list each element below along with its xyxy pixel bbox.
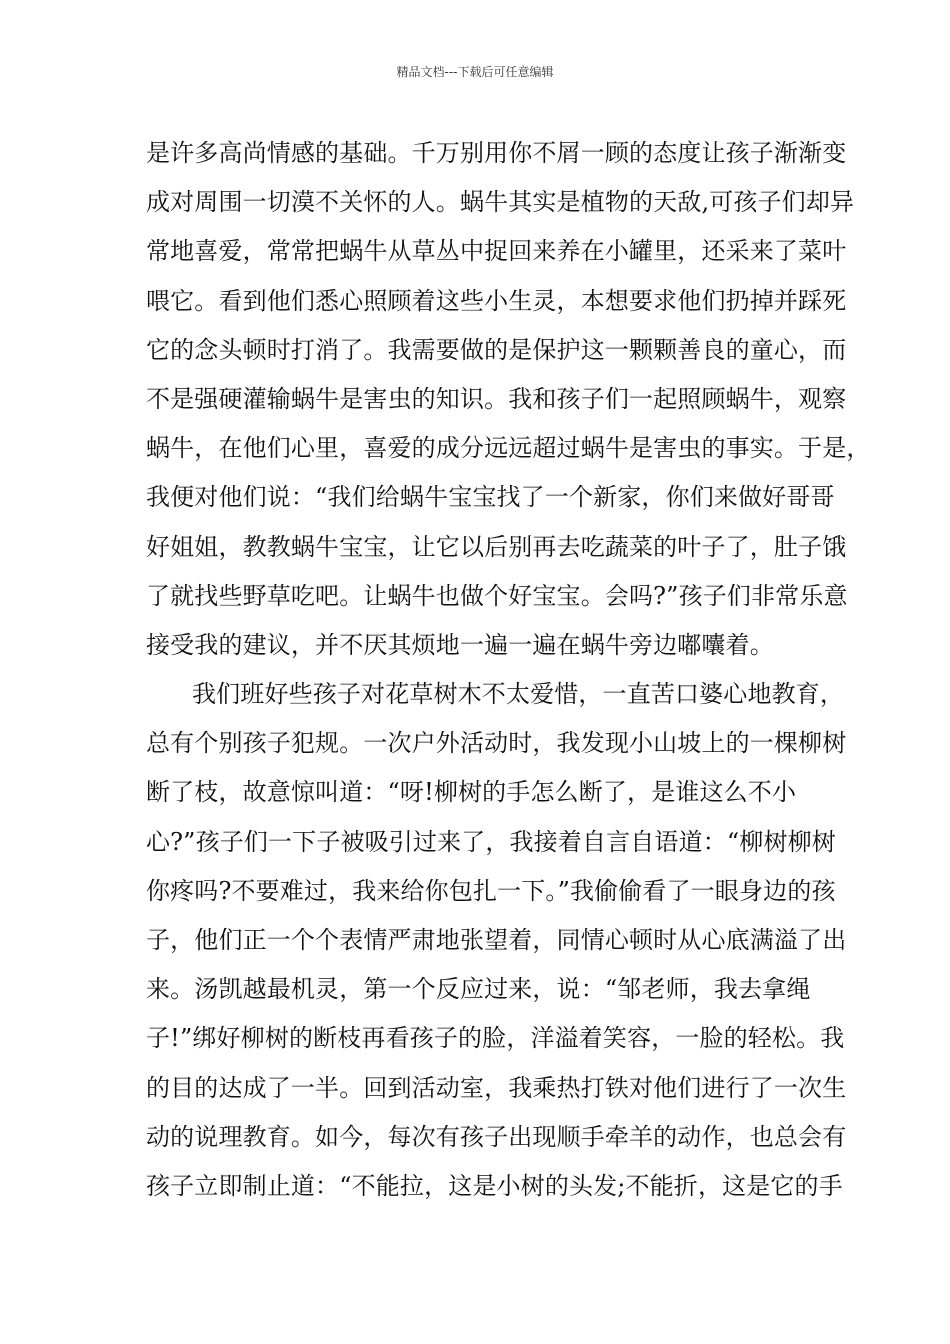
text-line: 是许多高尚情感的基础。千万别用你不屑一顾的态度让孩子渐渐变 [146,139,847,167]
body-text [146,133,871,1215]
text-line: 你疼吗?不要难过，我来给你包扎一下。”我偷偷看了一眼身边的孩 [146,876,836,905]
text-line: 喂它。看到他们悉心照顾着这些小生灵，本想要求他们扔掉并踩死 [146,286,847,315]
text-line: 动的说理教育。如今，每次有孩子出现顺手牵羊的动作，也总会有 [146,1122,847,1151]
text-line: 常地喜爱，常常把蜗牛从草丛中捉回来养在小罐里，还采来了菜叶 [146,237,847,266]
text-line: 心?”孩子们一下子被吸引过来了，我接着自言自语道：“柳树柳树 [146,827,836,856]
text-line: 子，他们正一个个表情严肃地张望着，同情心顿时从心底满溢了出 [146,926,847,954]
text-line: 好姐姐，教教蜗牛宝宝，让它以后别再去吃蔬菜的叶子了，肚子饿 [146,532,847,561]
text-line: 来。汤凯越最机灵，第一个反应过来，说：“邹老师，我去拿绳 [146,975,811,1004]
paragraph-first-line: 我们班好些孩子对花草树木不太爱惜，一直苦口婆心地教育， [192,680,845,709]
text-line: 孩子立即制止道：“不能拉，这是小树的头发;不能折，这是它的手 [146,1171,843,1200]
text-line: 了就找些野草吃吧。让蜗牛也做个好宝宝。会吗?”孩子们非常乐意 [146,581,848,610]
text-line: 不是强硬灌输蜗牛是害虫的知识。我和孩子们一起照顾蜗牛，观察 [146,384,847,413]
text-line: 接受我的建议，并不厌其烦地一遍一遍在蜗牛旁边嘟囔着。 [146,630,774,659]
text-line: 它的念头顿时打消了。我需要做的是保护这一颗颗善良的童心，而 [146,335,847,364]
page-header: 精品文档---下载后可任意编辑 [396,65,554,79]
text-line: 的目的达成了一半。回到活动室，我乘热打铁对他们进行了一次生 [146,1073,847,1102]
text-line: 断了枝，故意惊叫道：“呀!柳树的手怎么断了，是谁这么不小 [146,778,797,807]
text-line: 蜗牛，在他们心里，喜爱的成分远远超过蜗牛是害虫的事实。于是， [146,434,871,463]
text-line: 子!”绑好柳树的断枝再看孩子的脸，洋溢着笑容，一脸的轻松。我 [146,1024,845,1053]
text-line: 成对周围一切漠不关怀的人。蜗牛其实是植物的天敌,可孩子们却异 [146,188,855,217]
text-line: 总有个别孩子犯规。一次户外活动时，我发现小山坡上的一棵柳树 [146,729,847,758]
text-line: 我便对他们说：“我们给蜗牛宝宝找了一个新家，你们来做好哥哥 [146,483,835,512]
